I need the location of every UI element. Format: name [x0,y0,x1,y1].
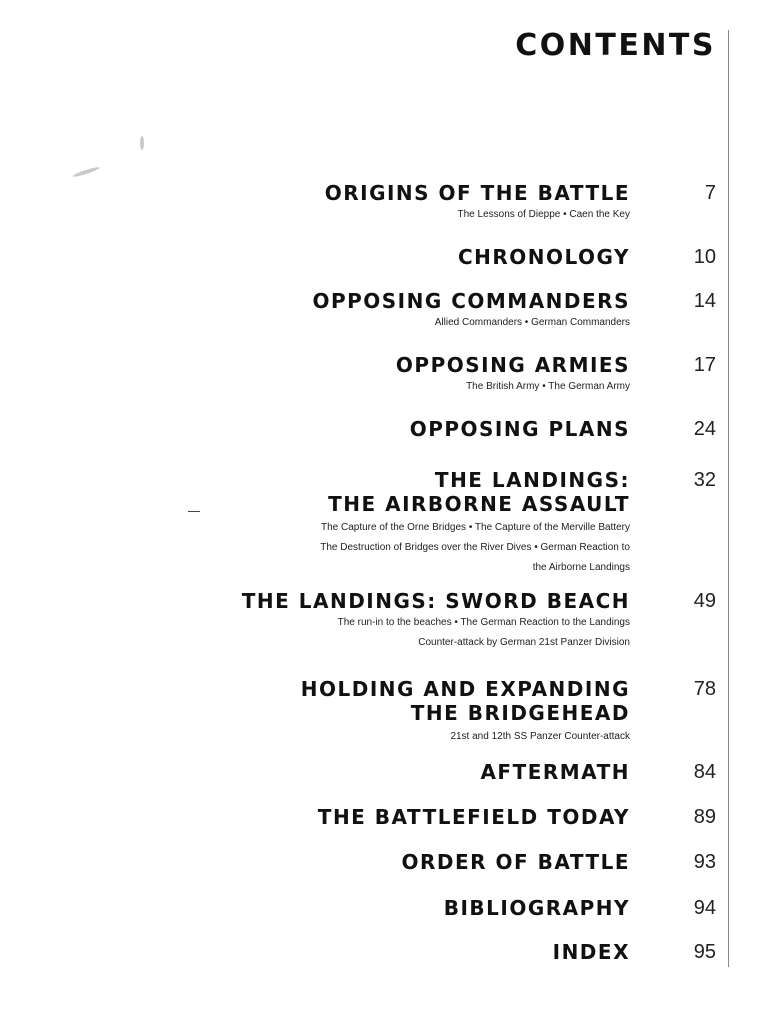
toc-entry-aftermath[interactable] [480,760,630,784]
toc-page-number: 49 [693,590,716,612]
scan-smudge [140,136,144,150]
toc-page-number: 93 [693,851,716,873]
toc-entry-subtitle: Allied Commanders • German Commanders [434,317,630,328]
toc-entry-plans[interactable] [410,417,630,441]
toc-entry-title: ORIGINS OF THE BATTLE [324,181,630,205]
toc-page-number: 94 [693,897,716,919]
toc-entry-commanders[interactable] [312,289,630,333]
toc-entry-title: THE BATTLEFIELD TODAY [317,805,630,829]
toc-page-number: 95 [693,941,716,963]
toc-entry-title: OPPOSING COMMANDERS [312,289,630,313]
toc-entry-title: CHRONOLOGY [457,245,630,269]
toc-entry-title: OPPOSING ARMIES [395,353,630,377]
toc-entry-title: HOLDING AND EXPANDING [300,677,630,701]
toc-entry-title: OPPOSING PLANS [409,417,630,441]
toc-entry-title: THE LANDINGS: SWORD BEACH [241,589,630,613]
toc-entry-subtitle: Counter-attack by German 21st Panzer Division [418,637,630,648]
toc-entry-subtitle: The run-in to the beaches • The German Reaction to the Landings [337,617,630,628]
toc-entry-origins[interactable] [325,181,630,225]
toc-page-number: 14 [693,290,716,312]
toc-entry-subtitle: 21st and 12th SS Panzer Counter-attack [450,731,630,742]
right-margin-rule [728,30,729,967]
toc-entry-airborne-assault[interactable] [320,468,630,578]
toc-page-number: 24 [693,418,716,440]
toc-page-number: 32 [693,469,716,491]
toc-entry-armies[interactable] [396,353,630,397]
toc-entry-title: ORDER OF BATTLE [401,850,630,874]
toc-entry-subtitle: The Capture of the Orne Bridges • The Capture of the Merville Battery [320,522,630,533]
toc-entry-title: AFTERMATH [480,760,630,784]
toc-entry-battlefield-today[interactable] [318,805,630,829]
toc-entry-title: INDEX [552,940,630,964]
toc-page-number: 78 [693,678,716,700]
toc-entry-title: THE LANDINGS: [434,468,630,492]
toc-entry-sword-beach[interactable] [242,589,630,653]
page-title: CONTENTS [515,28,716,63]
toc-entry-bridgehead[interactable] [301,677,630,747]
margin-mark [188,511,200,512]
toc-entry-chronology[interactable] [458,245,630,269]
toc-entry-subtitle: The Destruction of Bridges over the River Dives • German Reaction to [320,542,630,553]
toc-entry-title: THE BRIDGEHEAD [410,701,630,725]
scan-smudge [72,166,100,178]
toc-page-number: 7 [704,182,716,204]
toc-entry-subtitle: the Airborne Landings [532,562,630,573]
toc-entry-subtitle: The Lessons of Dieppe • Caen the Key [457,209,630,220]
toc-entry-title: THE AIRBORNE ASSAULT [328,492,630,516]
toc-entry-subtitle: The British Army • The German Army [466,381,630,392]
toc-entry-bibliography[interactable] [444,896,630,920]
toc-entry-order-of-battle[interactable] [402,850,630,874]
toc-page-number: 17 [693,354,716,376]
toc-page-number: 10 [693,246,716,268]
toc-entry-title: BIBLIOGRAPHY [443,896,630,920]
toc-entry-index[interactable] [553,940,630,964]
toc-page-number: 84 [693,761,716,783]
toc-page-number: 89 [693,806,716,828]
